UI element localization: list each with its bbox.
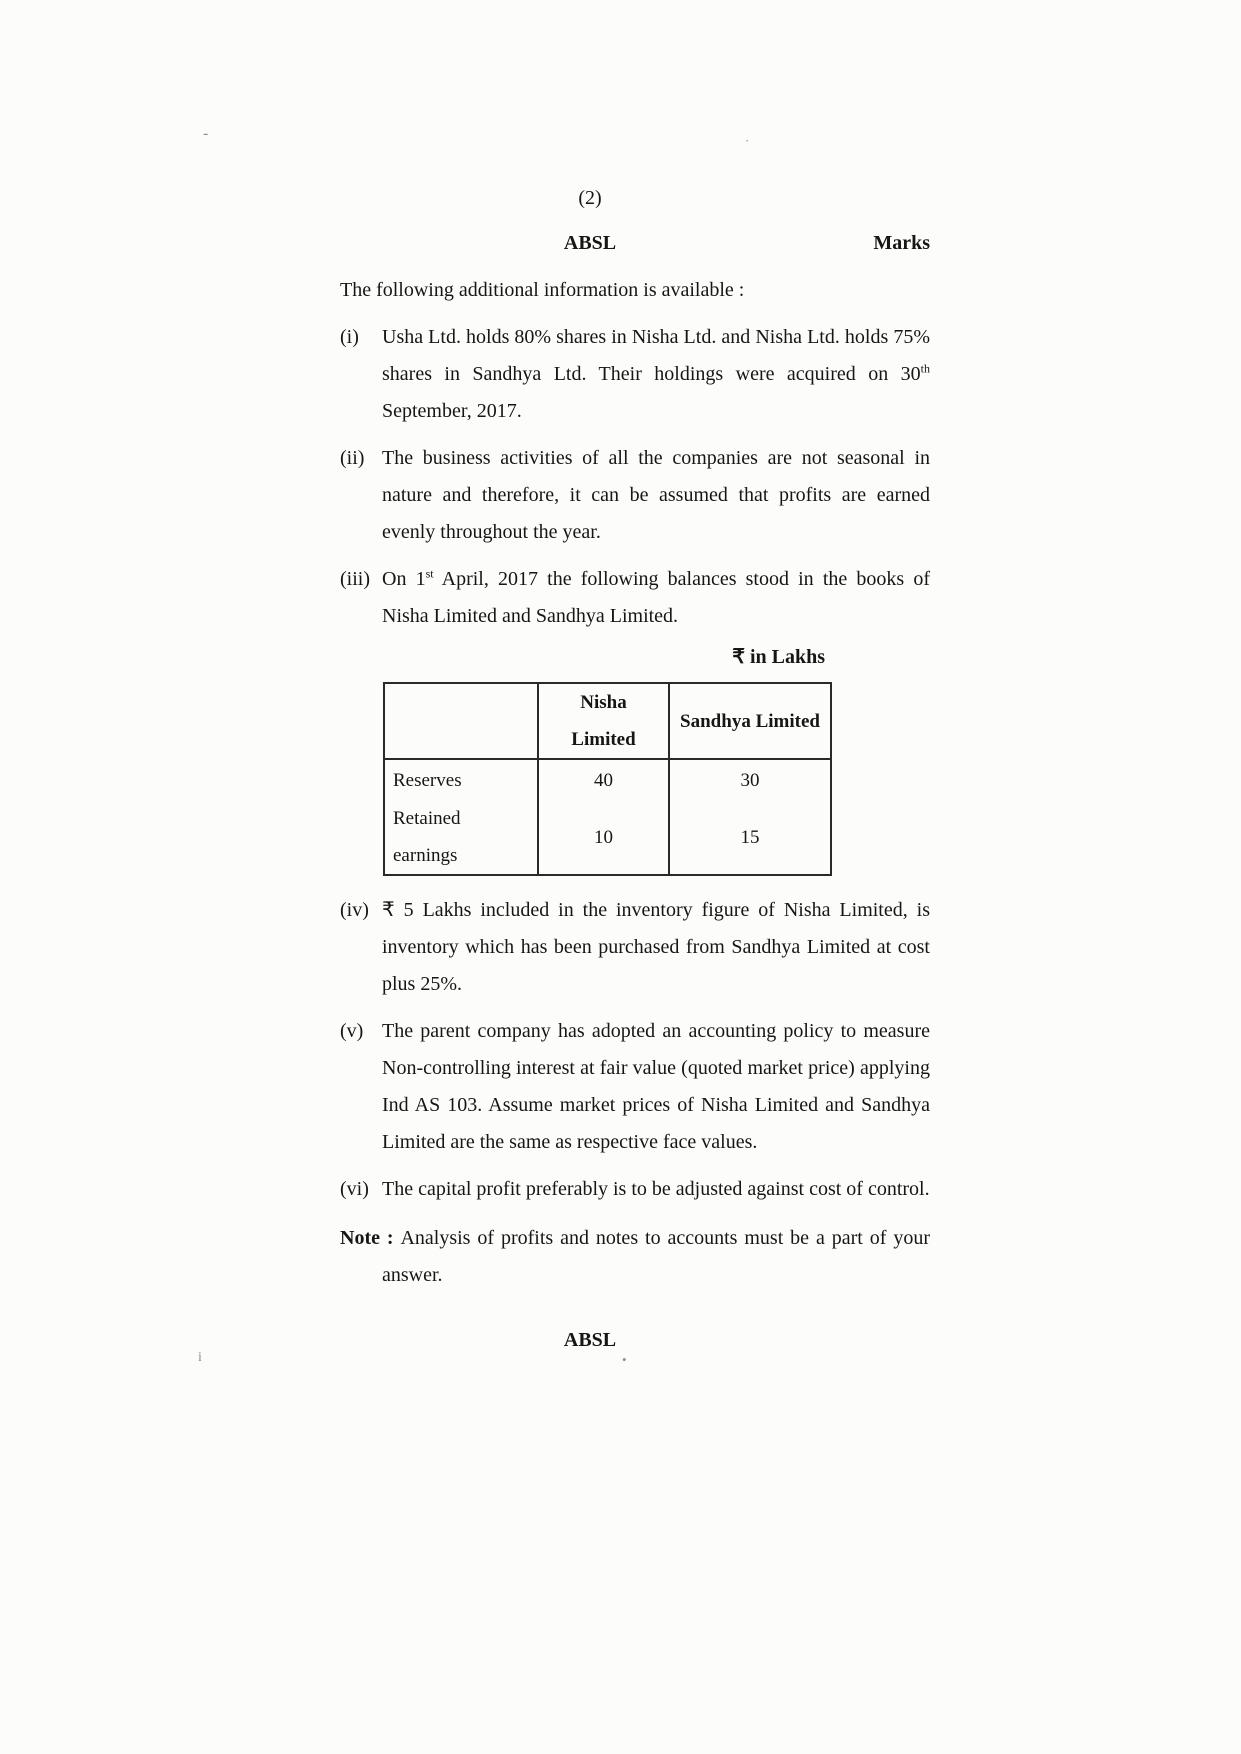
item-text: The business activities of all the companies are not seasonal in nature and therefore, it can be assumed that profits are earned evenly throughout the year.: [382, 447, 930, 543]
cell-value: 40: [538, 759, 669, 800]
row-label: Retained earnings: [384, 800, 538, 875]
table-header-nisha: Nisha Limited: [538, 683, 669, 759]
note: [340, 1220, 930, 1294]
cell-value: 15: [669, 800, 831, 875]
table-header-sandhya: Sandhya Limited: [669, 683, 831, 759]
table-row: [384, 759, 831, 800]
page-title: ABSL: [563, 232, 617, 254]
note-text: Analysis of profits and notes to accounts must be a part of your answer.: [382, 1227, 930, 1286]
table-caption: ₹ in Lakhs: [732, 646, 825, 668]
scan-artifact-dot: •: [622, 1352, 627, 1367]
item-label: (v): [340, 1020, 364, 1042]
item-text: [382, 561, 930, 635]
item-text-segment: September, 2017.: [382, 400, 522, 422]
item-text: The capital profit preferably is to be adjusted against cost of control.: [382, 1178, 930, 1200]
note-label: Note :: [340, 1227, 401, 1249]
marks-label: Marks: [873, 232, 930, 254]
page-number: (2): [578, 187, 602, 209]
row-label: Reserves: [384, 759, 538, 800]
table-row: [384, 800, 831, 875]
table-header-blank: [384, 683, 538, 759]
item-label: (i): [340, 326, 359, 348]
list-item-v: [340, 1013, 930, 1161]
balances-table: [383, 682, 832, 876]
item-text-segment: Usha Ltd. holds 80% shares in Nisha Ltd. and Nisha Ltd. holds 75% shares in Sandhya Ltd. Their holdings were acquired on 30: [382, 326, 930, 385]
item-label: (iii): [340, 568, 370, 590]
item-text: The parent company has adopted an accounting policy to measure Non-controlling interest at fair value (quoted market price) applying Ind AS 103. Assume market prices of Nisha Limited and Sandhya Limited are the same as respective face values.: [382, 1020, 930, 1153]
item-text-segment: April, 2017 the following balances stood in the books of Nisha Limited and Sandhya Limited.: [382, 568, 930, 627]
item-label: (ii): [340, 447, 365, 469]
item-label: (vi): [340, 1178, 369, 1200]
scan-artifact-dash: -: [203, 125, 209, 142]
cell-value: 30: [669, 759, 831, 800]
table-header-row: [384, 683, 831, 759]
scan-artifact-dot: ·: [745, 133, 750, 148]
list-item-i: [340, 319, 930, 430]
item-text: [382, 319, 930, 430]
list-item-ii: [340, 440, 930, 551]
document-page: [340, 180, 930, 1359]
list-item-iv: [340, 892, 930, 1003]
cell-value: 10: [538, 800, 669, 875]
scan-artifact-letter: i: [198, 1350, 202, 1365]
list-item-vi: [340, 1171, 930, 1208]
superscript: st: [425, 566, 434, 581]
intro-text: The following additional information is available :: [340, 279, 745, 301]
item-text-segment: On 1: [382, 568, 426, 590]
footer-title: ABSL: [563, 1329, 617, 1351]
item-label: (iv): [340, 899, 369, 921]
list-item-iii: [340, 561, 930, 635]
item-text: ₹ 5 Lakhs included in the inventory figure of Nisha Limited, is inventory which has been purchased from Sandhya Limited at cost plus 25%.: [382, 899, 930, 995]
superscript: th: [920, 361, 930, 376]
page-header: [340, 225, 930, 262]
